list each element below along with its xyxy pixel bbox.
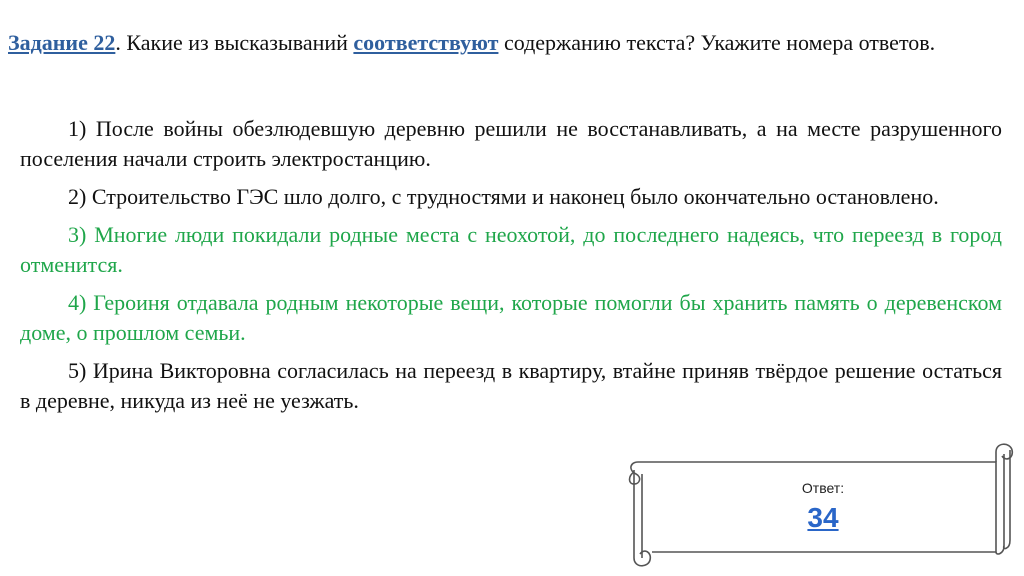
answer-label: Ответ: [801,480,845,496]
options-list [20,114,1002,424]
option-2: 2) Строительство ГЭС шло долго, с трудностями и наконец было окончательно остановлено. [68,184,939,209]
question-text-after: содержанию текста? Укажите номера ответов. [498,30,936,55]
question-text-before: Какие из высказываний [120,30,354,55]
task-title-suffix: . [115,30,121,55]
task-title: Задание 22 [8,30,116,55]
option-3: 3) Многие люди покидали родные места с неохотой, до последнего надеясь, что переезд в город отменится. [20,222,1002,277]
option-5: 5) Ирина Викторовна согласилась на переезд в квартиру, втайне приняв твёрдое решение остаться в деревне, никуда из неё не уезжать. [20,358,1002,413]
question-emphasis: соответствуют [353,30,499,55]
option-4: 4) Героиня отдавала родным некоторые вещи, которые помогли бы хранить память о деревенском доме, о прошлом семьи. [20,290,1002,345]
answer-value: 34 [807,502,839,533]
task-question [8,28,1014,58]
option-1: 1) После войны обезлюдевшую деревню решили не восстанавливать, а на месте разрушенного поселения начали строить электростанцию. [20,116,1002,171]
